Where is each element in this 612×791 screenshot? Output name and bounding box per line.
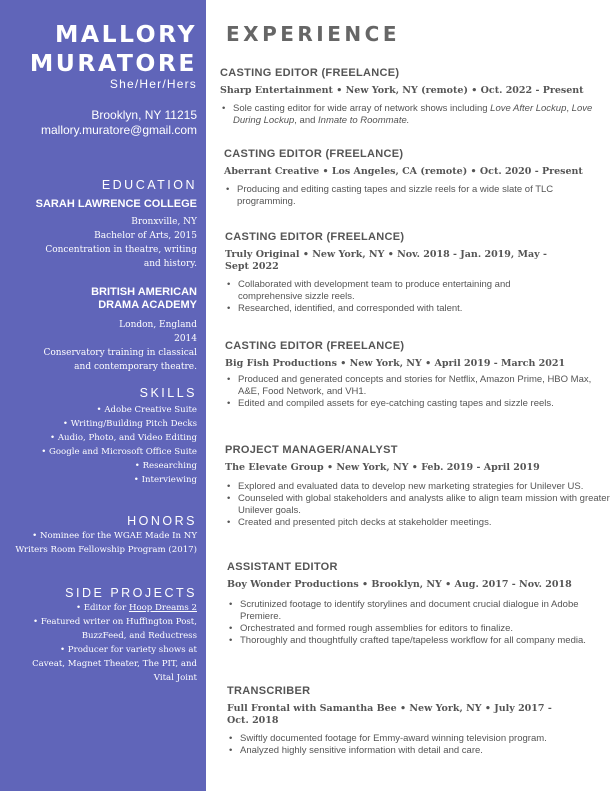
side-project-line: • Featured writer on Huffington Post,	[33, 617, 197, 627]
job-bullet: • Explored and evaluated data to develop new marketing strategies for Unilever US.	[225, 481, 612, 493]
location: Brooklyn, NY 11215	[91, 108, 197, 122]
job-bullet	[220, 103, 610, 127]
school-detail-line: Conservatory training in classical	[43, 348, 197, 358]
job-bullet: • Created and presented pitch decks at stakeholder meetings.	[225, 517, 612, 529]
school-name-bada-line2: DRAMA ACADEMY	[98, 299, 197, 311]
job-company: The Elevate Group • New York, NY • Feb. 2019 - April 2019	[225, 462, 540, 473]
job-bullets	[227, 599, 612, 647]
job-title: CASTING EDITOR (FREELANCE)	[224, 148, 404, 160]
side-projects-list	[32, 601, 197, 685]
job-bullet: • Orchestrated and formed rough assemblies for editors to finalize.	[227, 623, 612, 635]
skill-item: • Google and Microsoft Office Suite	[41, 447, 197, 457]
school-detail-line: Concentration in theatre, writing	[45, 245, 197, 255]
job-company: Sharp Entertainment • New York, NY (remote) • Oct. 2022 - Present	[220, 85, 584, 96]
job-bullet: • Researched, identified, and corresponded with talent.	[225, 303, 565, 315]
school-detail-line: 2014	[174, 334, 197, 344]
school-detail-line: and history.	[143, 259, 197, 269]
bullet-text: Sole casting editor for wide array of network shows including	[233, 103, 491, 114]
side-project-line: • Producer for variety shows at	[60, 645, 197, 655]
job-company: Full Frontal with Samantha Bee • New York, NY • July 2017 - Oct. 2018	[227, 703, 552, 726]
job-bullets	[225, 374, 612, 410]
education-heading: EDUCATION	[101, 178, 197, 192]
experience-heading: EXPERIENCE	[226, 22, 400, 46]
job-aberrant-creative	[224, 148, 612, 208]
school-name-sarah-lawrence: SARAH LAWRENCE COLLEGE	[35, 198, 197, 210]
skill-item: • Interviewing	[133, 475, 197, 485]
job-company: Truly Original • New York, NY • Nov. 2018 - Jan. 2019, May - Sept 2022	[225, 249, 547, 272]
job-bullet: • Analyzed highly sensitive information with detail and care.	[227, 745, 612, 757]
school-details-sarah-lawrence	[45, 215, 197, 271]
main-content	[206, 0, 612, 791]
bullet-text: ,	[566, 103, 572, 114]
skill-item: • Writing/Building Pitch Decks	[62, 419, 197, 429]
job-company: Boy Wonder Productions • Brooklyn, NY • Aug. 2017 - Nov. 2018	[227, 579, 572, 590]
job-big-fish	[225, 340, 612, 410]
job-title: ASSISTANT EDITOR	[227, 561, 338, 573]
last-name: MURATORE	[29, 49, 197, 77]
first-name: MALLORY	[55, 20, 197, 48]
job-title: CASTING EDITOR (FREELANCE)	[225, 231, 405, 243]
sidebar	[0, 0, 206, 791]
job-bullet: • Scrutinized footage to identify storylines and document crucial dialogue in Adobe Premiere.	[227, 599, 612, 623]
job-bullet: • Swiftly documented footage for Emmy-award winning television program.	[227, 733, 612, 745]
job-company: Aberrant Creative • Los Angeles, CA (remote) • Oct. 2020 - Present	[224, 166, 583, 177]
job-bullet: • Edited and compiled assets for eye-catching casting tapes and sizzle reels.	[225, 398, 612, 410]
honors-heading: HONORS	[127, 514, 197, 528]
job-bullets	[227, 733, 612, 757]
job-full-frontal	[227, 685, 567, 757]
job-elevate-group	[225, 444, 612, 529]
pronouns: She/Her/Hers	[109, 77, 197, 91]
school-detail-line: London, England	[119, 320, 197, 330]
honors-list	[15, 529, 197, 557]
job-company: Big Fish Productions • New York, NY • April 2019 - March 2021	[225, 358, 566, 369]
job-title: TRANSCRIBER	[227, 685, 311, 697]
side-project-line: BuzzFeed, and Reductress	[81, 631, 197, 641]
job-bullets	[225, 279, 565, 315]
side-project-line: Caveat, Magnet Theater, The PIT, and	[32, 659, 197, 669]
hoop-dreams-link[interactable]: Hoop Dreams 2	[128, 603, 197, 613]
job-bullet: • Collaborated with development team to produce entertaining and comprehensive sizzle reels.	[225, 279, 565, 303]
job-bullets	[220, 103, 610, 127]
school-detail-line: Bachelor of Arts, 2015	[94, 231, 197, 241]
skill-item: • Audio, Photo, and Video Editing	[50, 433, 197, 443]
job-bullet: • Counseled with global stakeholders and analysts alike to align team mission with greater Unilever goals.	[225, 493, 612, 517]
honor-line: Writers Room Fellowship Program (2017)	[15, 545, 197, 555]
job-bullet: • Producing and editing casting tapes and sizzle reels for a wide slate of TLC programming.	[224, 184, 612, 208]
side-project-line: Vital Joint	[153, 673, 197, 683]
school-detail-line: Bronxville, NY	[131, 217, 197, 227]
show-title: Love After Lockup	[490, 103, 567, 114]
skill-item: • Researching	[134, 461, 197, 471]
job-title: CASTING EDITOR (FREELANCE)	[220, 67, 400, 79]
school-details-bada	[43, 318, 197, 374]
school-name-bada-line1: BRITISH AMERICAN	[91, 286, 197, 298]
email: mallory.muratore@gmail.com	[41, 123, 197, 137]
bullet-text: , and	[294, 115, 319, 126]
side-project-line	[32, 601, 197, 615]
show-title: Inmate to Roommate.	[318, 115, 410, 126]
job-sharp-entertainment	[220, 67, 610, 127]
skill-item: • Adobe Creative Suite	[96, 405, 197, 415]
job-title: CASTING EDITOR (FREELANCE)	[225, 340, 405, 352]
job-bullets	[224, 184, 612, 208]
job-truly-original	[225, 231, 565, 315]
job-bullets	[225, 481, 612, 529]
skills-list	[41, 403, 197, 487]
honor-line: • Nominee for the WGAE Made In NY	[32, 531, 197, 541]
editor-prefix: • Editor for	[75, 603, 129, 613]
job-bullet: • Thoroughly and thoughtfully crafted tape/tapeless workflow for all company media.	[227, 635, 612, 647]
side-projects-heading: SIDE PROJECTS	[65, 586, 197, 600]
show-title: Love During Lockup	[233, 103, 593, 126]
job-bullet: • Produced and generated concepts and stories for Netflix, Amazon Prime, HBO Max, A&E, Food Network, and VH1.	[225, 374, 612, 398]
school-detail-line: and contemporary theatre.	[74, 362, 197, 372]
job-title: PROJECT MANAGER/ANALYST	[225, 444, 398, 456]
job-boy-wonder	[227, 561, 612, 647]
skills-heading: SKILLS	[139, 386, 197, 400]
